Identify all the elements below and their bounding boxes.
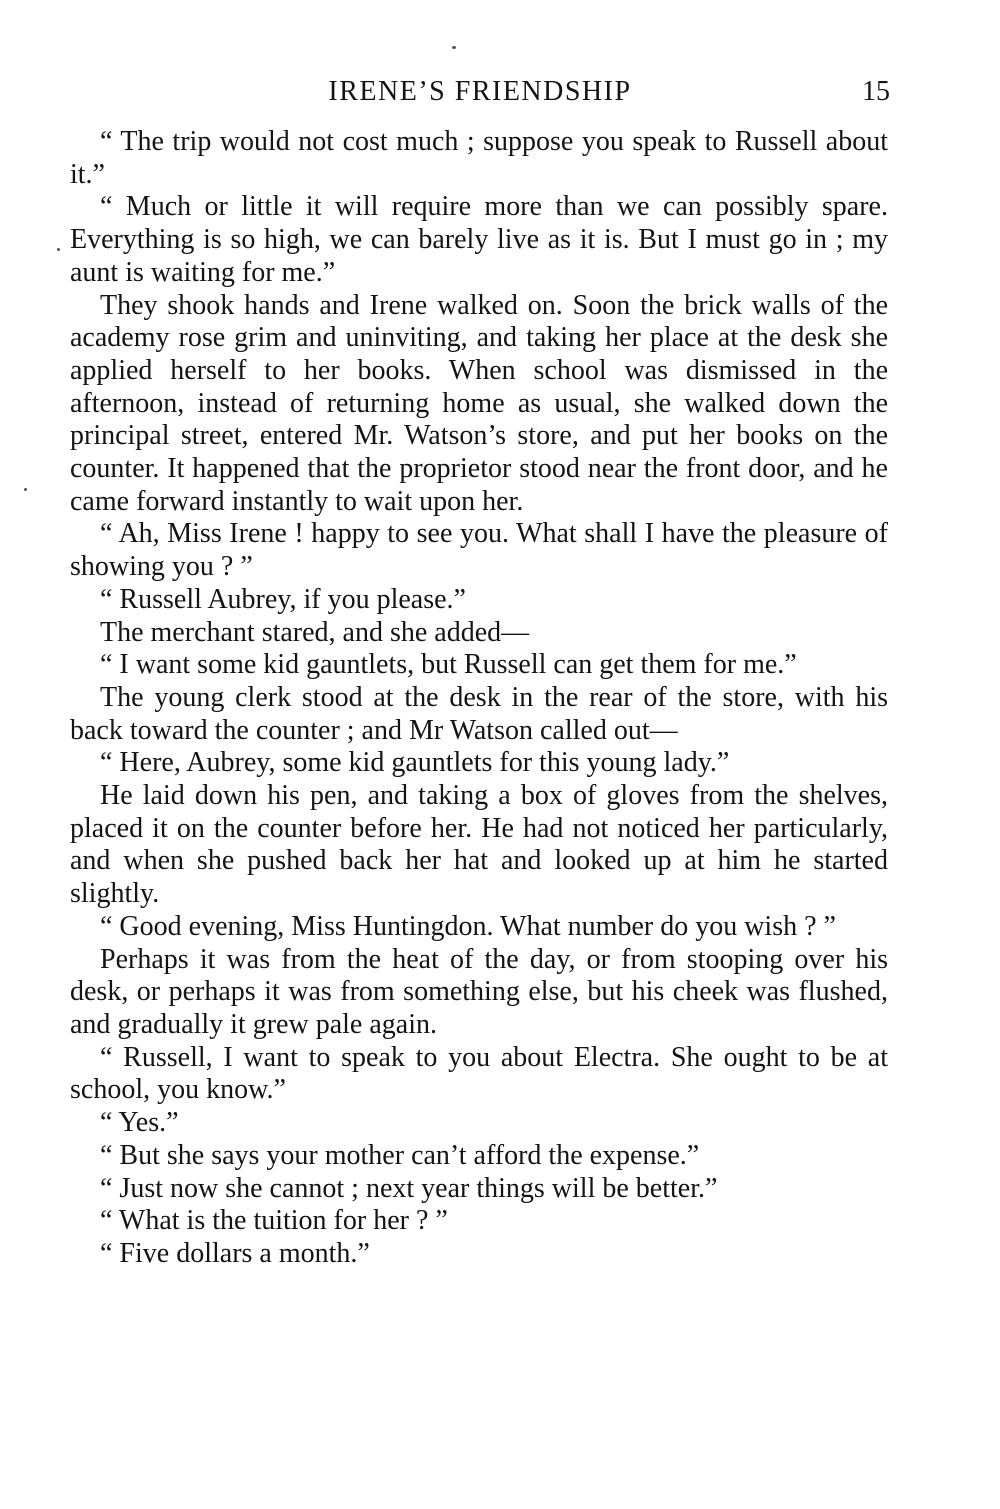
paragraph: “ Good evening, Miss Huntingdon. What number do you wish ? ” [100,910,836,942]
paragraph: “ Here, Aubrey, some kid gauntlets for this young lady.” [100,747,730,779]
paragraph: “ Russell Aubrey, if you please.” [100,583,466,615]
paragraph: “ I want some kid gauntlets, but Russell can get them for me.” [100,649,797,681]
page-number: 15 [862,76,890,107]
paragraph: “ The trip would not cost much ; suppose you speak to Russell about it.” [70,126,888,190]
paragraph: “ Yes.” [100,1107,179,1139]
paragraph: Perhaps it was from the heat of the day, or from stooping over his desk, or perhaps it was from something else, but his cheek was flushed, and gradually it grew pale again. [70,943,888,1040]
scan-speck [57,248,60,251]
paragraph: The young clerk stood at the desk in the rear of the store, with his back toward the counter ; and Mr Watson called out— [70,681,888,746]
paragraph: “ Much or little it will require more than we can possibly spare. Everything is so high, we can barely live as it is. But I must go in ; my aunt is waiting for me.” [70,191,888,288]
scan-speck [24,488,27,491]
paragraph: “ What is the tuition for her ? ” [100,1205,448,1237]
paragraph: “ Just now she cannot ; next year things will be better.” [100,1172,718,1204]
paragraph: He laid down his pen, and taking a box of gloves from the shelves, placed it on the counter before her. He had not noticed her particularly, and when she pushed back her hat and looked up at him he started slightly. [70,780,888,910]
paragraph: They shook hands and Irene walked on. Soon the brick walls of the academy rose grim and uninviting, and taking her place at the desk she applied herself to her books. When school was dismissed in the afternoon, instead of returning home as usual, she walked down the principal street, entered Mr. Watson’s store, and put her books on the counter. It happened that the proprietor stood near the front door, and he came forward instantly to wait upon her. [70,289,888,517]
paragraph: “ But she says your mother can’t afford the expense.” [100,1139,700,1171]
scan-speck [452,46,456,49]
page-header [70,72,890,112]
running-title: IRENE’S FRIENDSHIP [328,76,632,107]
paragraph: “ Russell, I want to speak to you about Electra. She ought to be at school, you know.” [70,1041,888,1106]
body-text [70,126,888,1271]
paragraph: The merchant stared, and she added— [100,616,530,648]
paragraph: “ Ah, Miss Irene ! happy to see you. What shall I have the pleasure of showing you ? ” [70,518,888,583]
paragraph: “ Five dollars a month.” [100,1237,370,1269]
